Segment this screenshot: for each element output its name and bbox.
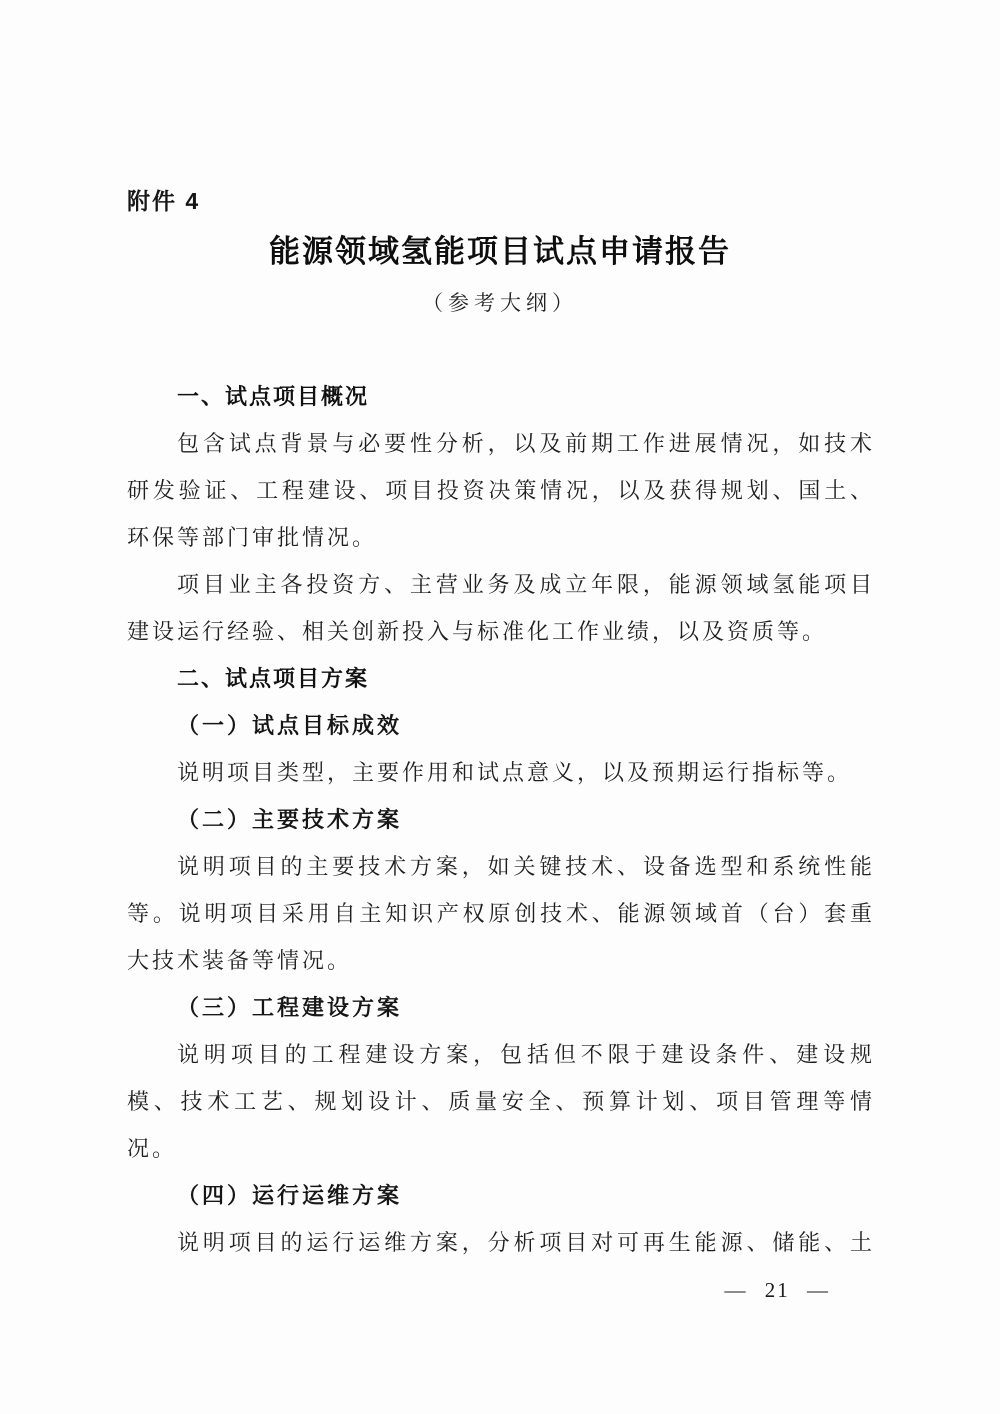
paragraph: 说明项目类型，主要作用和试点意义，以及预期运行指标等。 xyxy=(177,760,853,785)
paragraph: 说明项目的主要技术方案，如关键技术、设备选型和系统性能等。说明项目采用自主知识产权原创技术、能源领域首（台）套重大技术装备等情况。 xyxy=(127,854,875,973)
paragraph: 说明项目的工程建设方案，包括但不限于建设条件、建设规模、技术工艺、规划设计、质量安全、预算计划、项目管理等情况。 xyxy=(127,1042,875,1161)
page-number: — 21 — xyxy=(724,1278,830,1302)
section-heading: 二、试点项目方案 xyxy=(177,666,370,691)
section-heading: 一、试点项目概况 xyxy=(177,384,370,409)
paragraph: 说明项目的运行运维方案，分析项目对可再生能源、储能、土 xyxy=(177,1230,875,1255)
attachment-label: 附件 4 xyxy=(127,188,201,214)
document-body xyxy=(127,373,875,1266)
document-title: 能源领域氢能项目试点申请报告 xyxy=(269,234,731,269)
document-subtitle: （参考大纲） xyxy=(422,291,578,315)
sub-heading: （三）工程建设方案 xyxy=(177,995,403,1020)
sub-heading: （一）试点目标成效 xyxy=(177,713,403,738)
sub-heading: （四）运行运维方案 xyxy=(177,1183,403,1208)
paragraph: 项目业主各投资方、主营业务及成立年限，能源领域氢能项目建设运行经验、相关创新投入与标准化工作业绩，以及资质等。 xyxy=(127,572,875,644)
paragraph: 包含试点背景与必要性分析，以及前期工作进展情况，如技术研发验证、工程建设、项目投资决策情况，以及获得规划、国土、环保等部门审批情况。 xyxy=(127,431,875,550)
sub-heading: （二）主要技术方案 xyxy=(177,807,403,832)
